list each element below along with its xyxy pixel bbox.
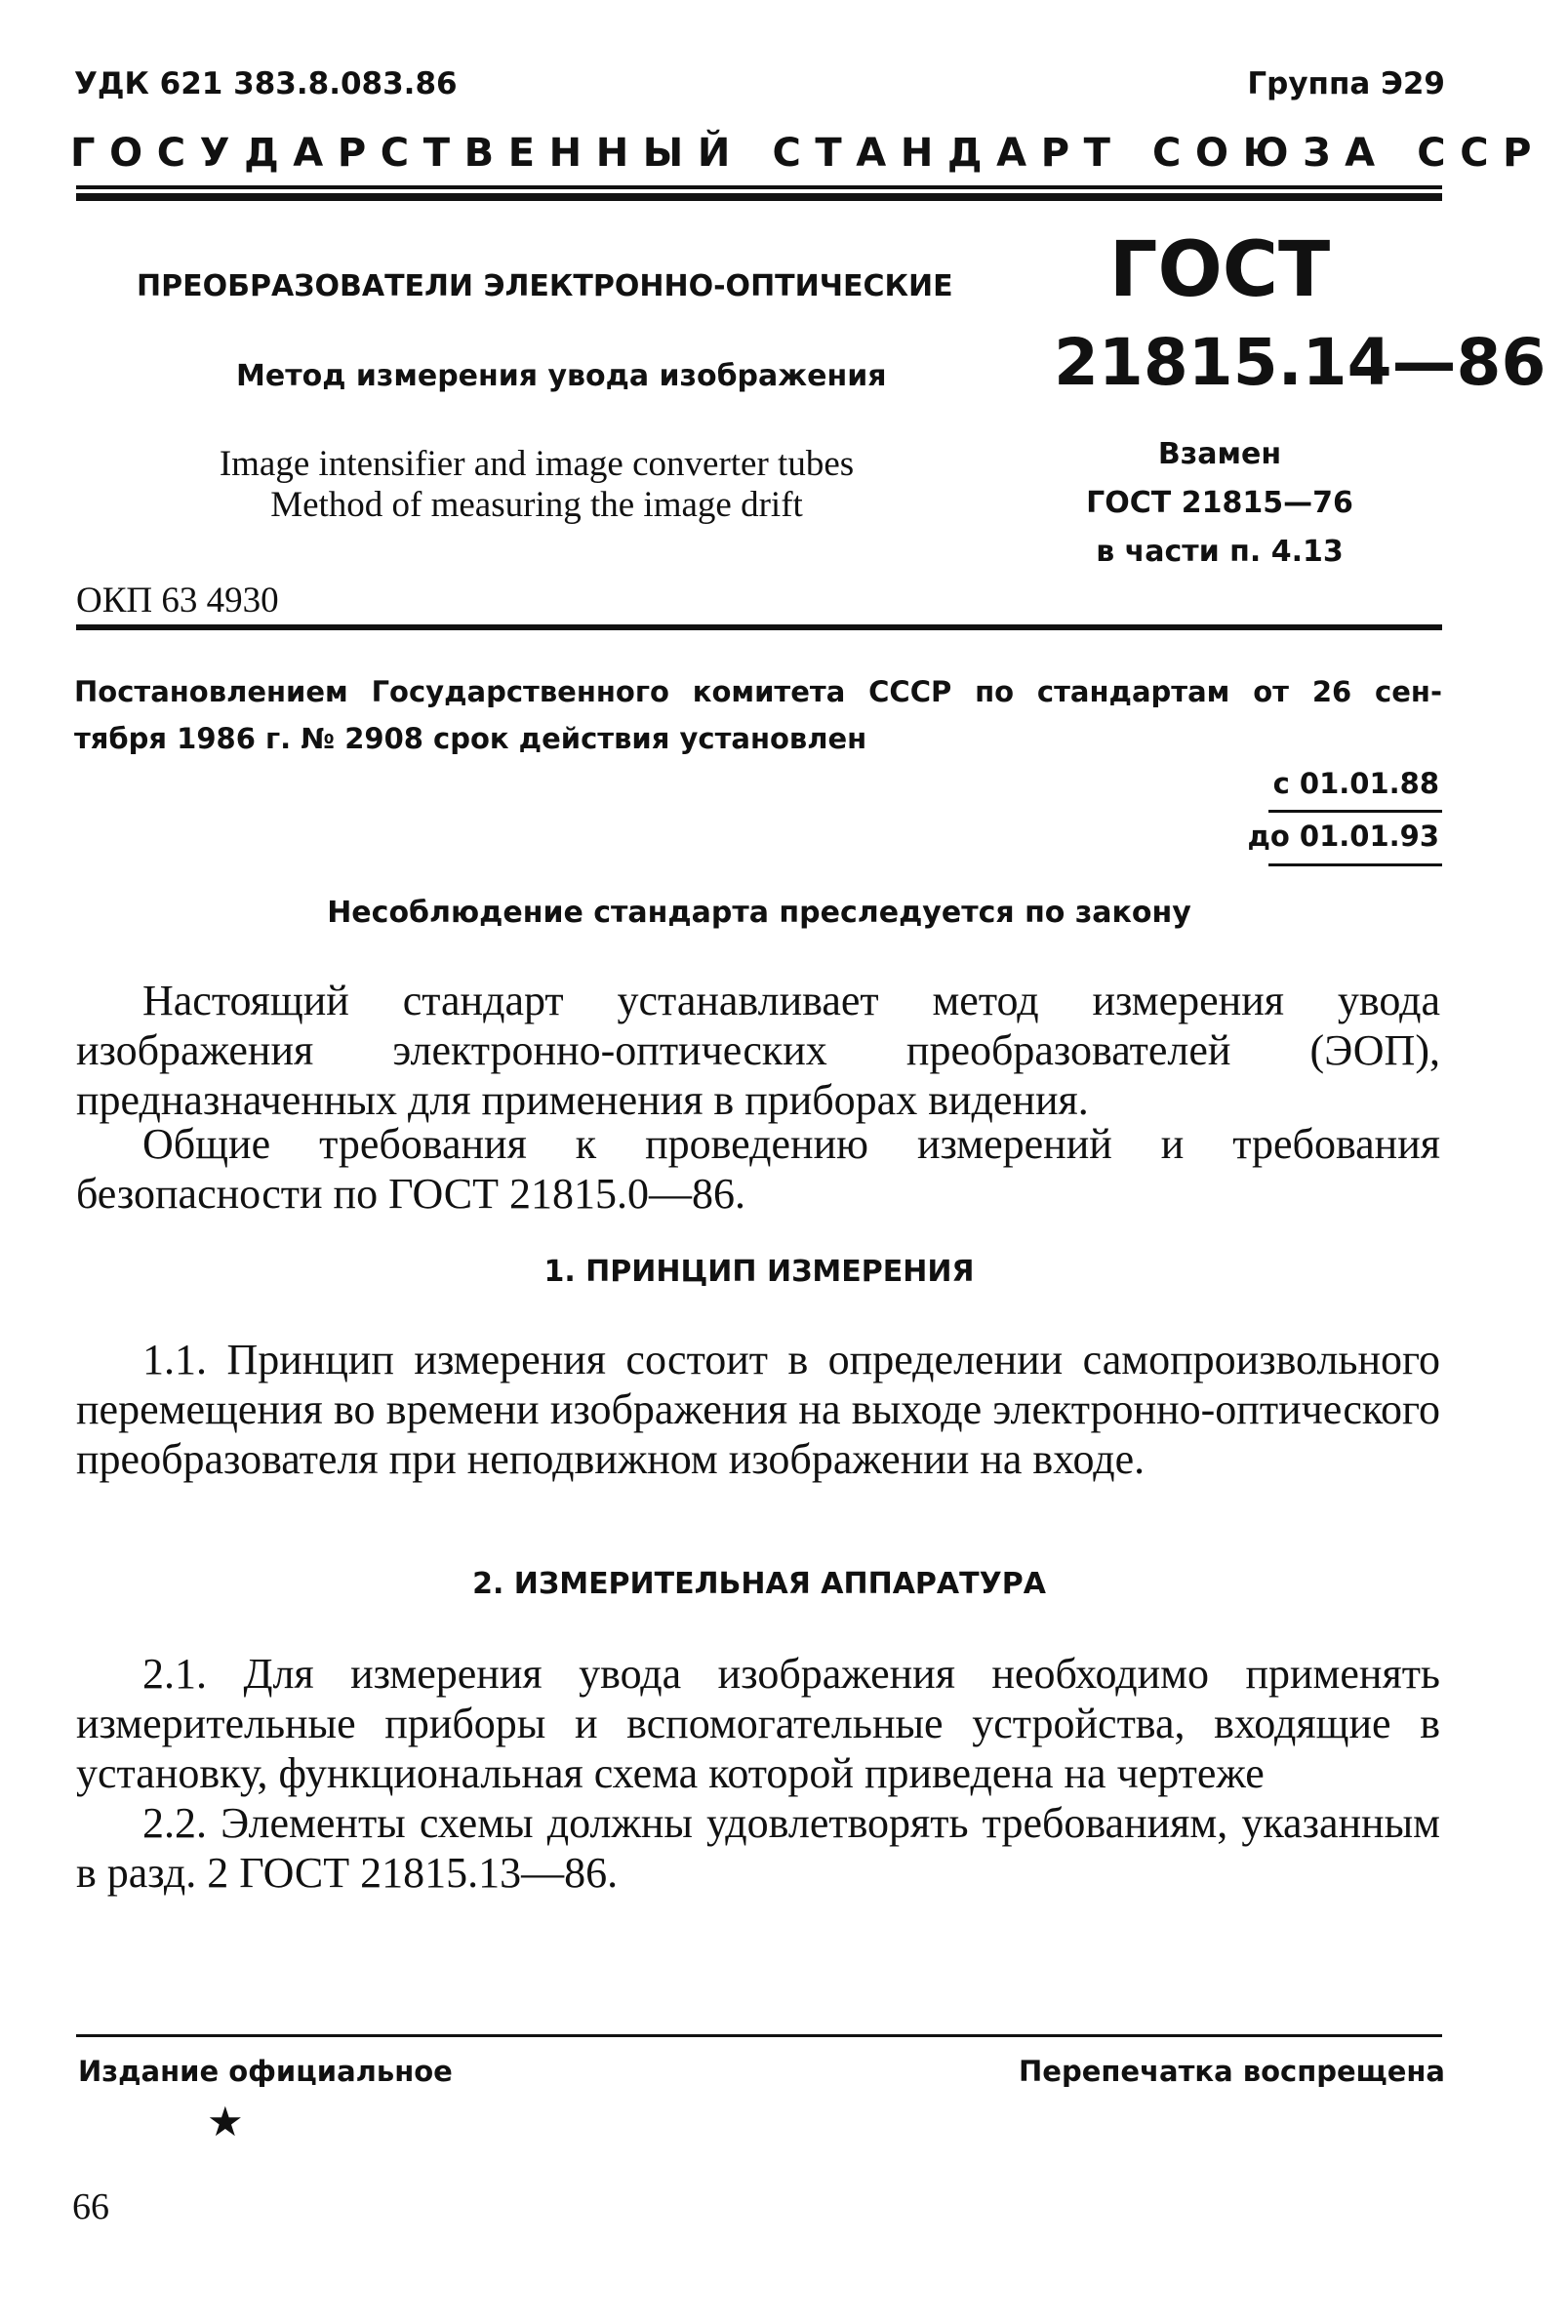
english-title-line2: Method of measuring the image drift: [270, 485, 803, 525]
title-block-rule: [76, 624, 1442, 630]
header-rule-thin: [76, 185, 1442, 189]
clause-2-2: [76, 1798, 1440, 1898]
group-code: Группа Э29: [1247, 66, 1445, 101]
replaced-clause: в части п. 4.13: [1096, 535, 1344, 569]
state-standard-banner: ГОСУДАРСТВЕННЫЙ СТАНДАРТ СОЮЗА ССР: [70, 131, 1547, 176]
gost-label: ГОСТ: [1108, 226, 1331, 314]
decree-line1: Постановлением Государственного комитета СССР по стандартам от 26 сен-: [74, 675, 1442, 708]
udk-code: УДК 621 383.8.083.86: [74, 66, 458, 101]
reprint-prohibited-label: Перепечатка воспрещена: [1019, 2055, 1445, 2088]
official-edition-label: Издание официальное: [78, 2055, 453, 2088]
document-subtitle: Метод измерения увода изображения: [236, 359, 887, 393]
legal-notice: Несоблюдение стандарта преследуется по закону: [327, 896, 1191, 930]
document-title: ПРЕОБРАЗОВАТЕЛИ ЭЛЕКТРОННО-ОПТИЧЕСКИЕ: [137, 269, 953, 303]
replaced-standard: ГОСТ 21815—76: [1086, 486, 1353, 520]
clause-2-1-text: 2.1. Для измерения увода изображения необходимо применять измерительные приборы и вспомогательные устройства, входящие в установку, функциональная схема которой приведена на чертеже: [76, 1650, 1440, 1797]
section-1-heading: 1. ПРИНЦИП ИЗМЕРЕНИЯ: [543, 1255, 975, 1289]
page-number: 66: [72, 2186, 109, 2227]
section-2-heading: 2. ИЗМЕРИТЕЛЬНАЯ АППАРАТУРА: [472, 1567, 1046, 1601]
clause-1-1-text: 1.1. Принцип измерения состоит в определении самопроизвольного перемещения во времени изображения на выходе электронно-оптического преобразователя при неподвижном изображении на входе.: [76, 1336, 1440, 1483]
gost-number: 21815.14—86: [1054, 325, 1547, 400]
valid-to-date: до 01.01.93: [1247, 820, 1439, 853]
decree-line2: тября 1986 г. № 2908 срок действия установлен: [74, 722, 867, 755]
english-title-line1: Image intensifier and image converter tubes: [219, 444, 855, 484]
intro-paragraph-2-text: Общие требования к проведению измерений и требования безопасности по ГОСТ 21815.0—86.: [76, 1120, 1440, 1218]
valid-from-underline: [1268, 810, 1442, 813]
clause-1-1: [76, 1335, 1440, 1484]
star-mark: ★: [207, 2101, 244, 2145]
intro-paragraph-1: [76, 976, 1440, 1125]
valid-from-date: с 01.01.88: [1272, 767, 1439, 800]
intro-paragraph-1-text: Настоящий стандарт устанавливает метод измерения увода изображения электронно-оптических преобразователей (ЭОП), предназначенных для применения в приборах видения.: [76, 977, 1440, 1124]
replaces-label: Взамен: [1157, 437, 1282, 471]
valid-to-underline: [1268, 863, 1442, 866]
footer-rule: [76, 2034, 1442, 2037]
clause-2-1: [76, 1649, 1440, 1798]
header-rule-thick: [76, 193, 1442, 201]
intro-paragraph-2: [76, 1119, 1440, 1219]
okp-code: ОКП 63 4930: [76, 581, 279, 621]
clause-2-2-text: 2.2. Элементы схемы должны удовлетворять требованиям, указанным в разд. 2 ГОСТ 21815.13—86.: [76, 1799, 1440, 1897]
